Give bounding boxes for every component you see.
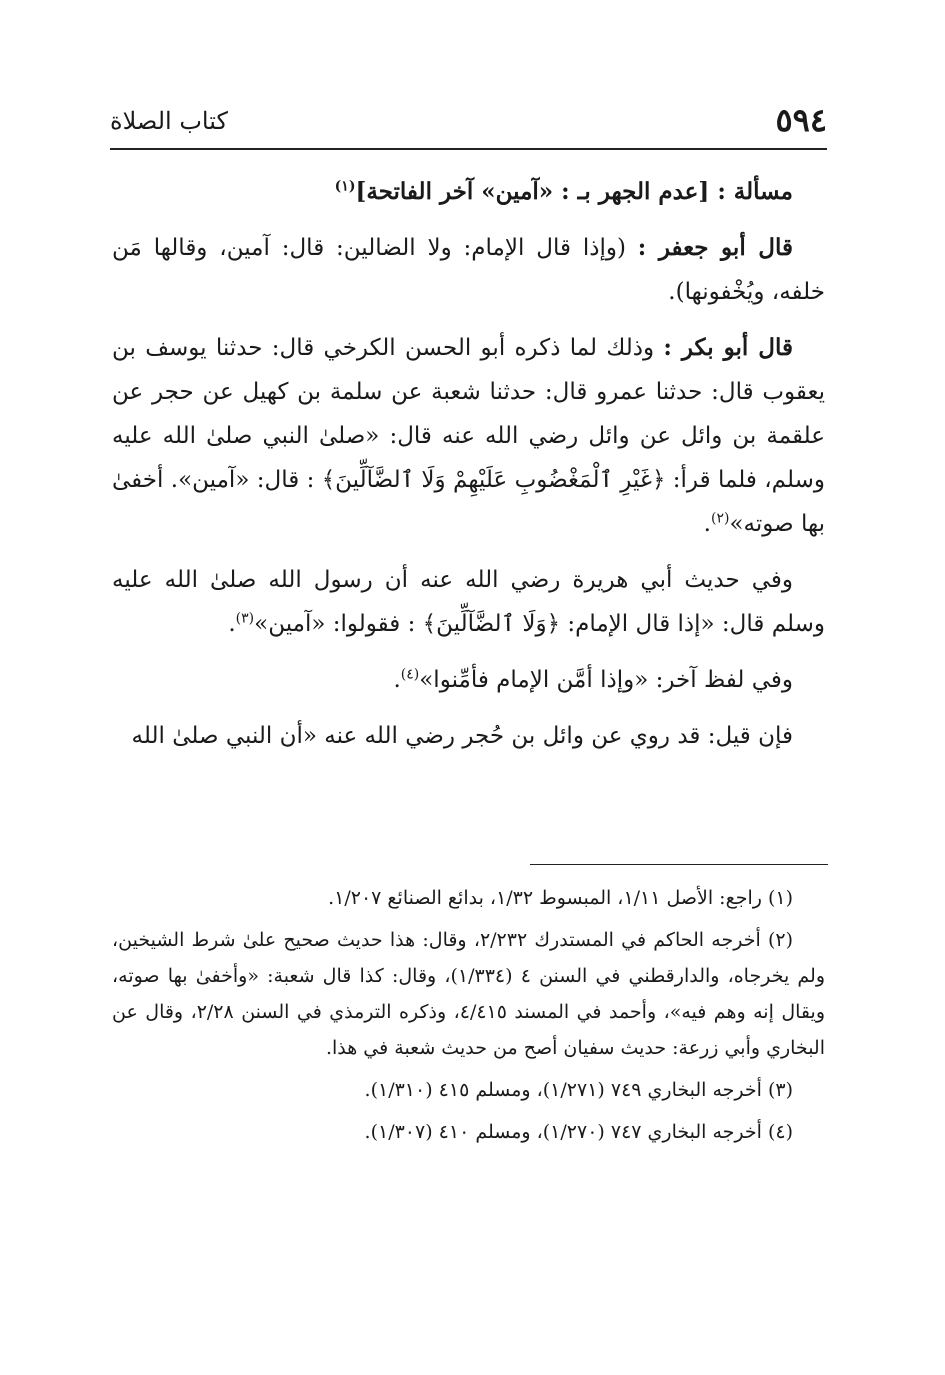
- page-header: [110, 100, 827, 144]
- paragraph-end: .: [228, 611, 236, 637]
- footnote-ref-4: (٤): [400, 666, 420, 683]
- paragraph-abu-bakr: [112, 326, 825, 546]
- footnote-ref-2: (٢): [710, 510, 730, 527]
- page-number: ٥٩٤: [775, 101, 827, 139]
- paragraph-text: فإن قيل: قد روي عن وائل بن حُجر رضي الله عنه «أن النبي صلىٰ الله: [131, 723, 793, 749]
- footnote-1: (١) راجع: الأصل ١/١١، المبسوط ١/٣٢، بدائع الصنائع ١/٢٠٧.: [328, 887, 793, 909]
- footnote-2: (٢) أخرجه الحاكم في المستدرك ٢/٢٣٢، وقال: هذا حديث صحيح علىٰ شرط الشيخين، ولم يخرجاه، والدارقطني في السنن ٤ (١/٣٣٤)، وقال: كذا قال شعبة: «وأخفىٰ بها صوته، ويقال إنه وهم فيه»، وأحمد في المسند ٤/٤١٥، وذكره الترمذي في السنن ٢/٢٨، وقال عن البخاري وأبي زرعة: حديث سفيان أصح من حديث شعبة في هذا.: [112, 929, 826, 1059]
- footnote-ref-3: (٣): [235, 610, 255, 627]
- footnote-4: (٤) أخرجه البخاري ٧٤٧ (١/٢٧٠)، ومسلم ٤١٠ (١/٣٠٧).: [364, 1121, 793, 1143]
- paragraph-abu-hurayra: [112, 558, 825, 646]
- paragraph-lead: قال أبو جعفر :: [637, 234, 793, 261]
- issue-heading: [112, 170, 825, 214]
- paragraph-lead: قال أبو بكر :: [663, 334, 793, 361]
- footnote-3: (٣) أخرجه البخاري ٧٤٩ (١/٢٧١)، ومسلم ٤١٥ (١/٣١٠).: [364, 1079, 793, 1101]
- paragraph-objection: [112, 714, 825, 758]
- heading-title: [عدم الجهر بـ : «آمين» آخر الفاتحة]: [355, 178, 710, 205]
- paragraph-end: .: [703, 511, 711, 537]
- footnote-rule: [530, 864, 828, 865]
- footnotes: [112, 880, 825, 1156]
- paragraph-text: وذلك لما ذكره أبو الحسن الكرخي قال: حدثنا يوسف بن يعقوب قال: حدثنا عمرو قال: حدثنا شعبة عن سلمة بن كهيل عن حجر عن علقمة بن وائل عن وائل رضي الله عنه قال: «صلىٰ النبي صلىٰ الله عليه وسلم، فلما قرأ: ﴿غَيْرِ ٱلْمَغْضُوبِ عَلَيْهِمْ وَلَا ٱلضَّآلِّينَ﴾ : قال: «آمين». أخفىٰ بها صوته»: [112, 335, 825, 537]
- paragraph-text: (وإذا قال الإمام: ولا الضالين: قال: آمين، وقالها مَن خلفه، ويُخْفونها).: [112, 235, 825, 305]
- paragraph-end: .: [393, 667, 401, 693]
- header-rule: [110, 148, 827, 150]
- main-text: [112, 170, 825, 770]
- paragraph-other-wording: [112, 658, 825, 702]
- running-title: كتاب الصلاة: [110, 107, 228, 135]
- heading-lead: مسألة :: [717, 178, 793, 205]
- paragraph-text: وفي حديث أبي هريرة رضي الله عنه أن رسول الله صلىٰ الله عليه وسلم قال: «إذا قال الإمام: ﴿وَلَا ٱلضَّآلِّينَ﴾ : فقولوا: «آمين»: [112, 567, 825, 637]
- paragraph-text: وفي لفظ آخر: «وإذا أمَّن الإمام فأمِّنوا»: [419, 667, 793, 693]
- footnote-ref-1: (١): [334, 178, 356, 195]
- paragraph-abu-jafar: [112, 226, 825, 314]
